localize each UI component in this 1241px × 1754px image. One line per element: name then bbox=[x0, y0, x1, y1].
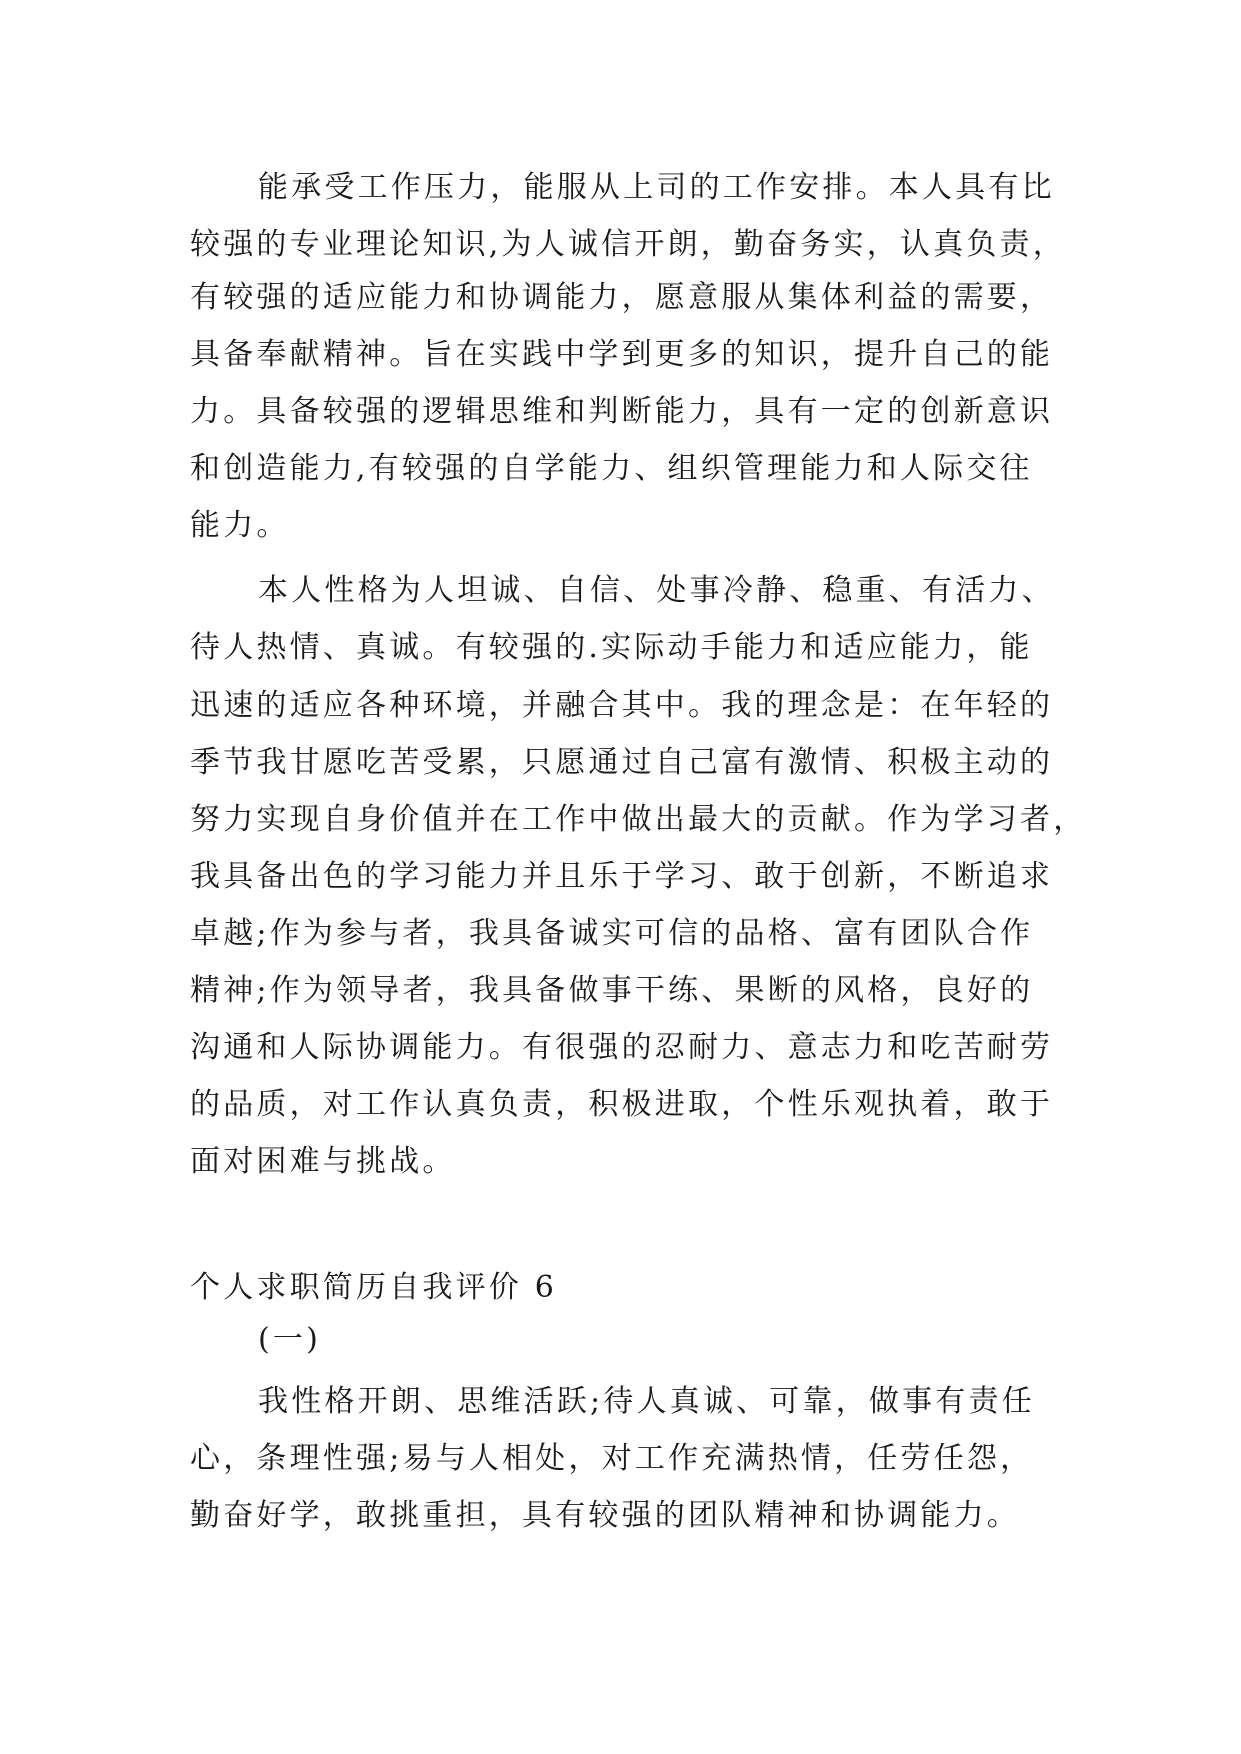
subsection-label: (一) bbox=[258, 1322, 322, 1357]
paragraph-2-line-7: 卓越;作为参与者，我具备诚实可信的品格、富有团队合作 bbox=[190, 916, 1034, 951]
paragraph-2-line-5: 努力实现自身价值并在工作中做出最大的贡献。作为学习者， bbox=[190, 802, 1087, 837]
paragraph-2-line-2: 待人热情、真诚。有较强的.实际动手能力和适应能力，能 bbox=[190, 630, 1033, 665]
paragraph-2-line-10: 的品质，对工作认真负责，积极进取，个性乐观执着，敢于 bbox=[190, 1087, 1054, 1122]
paragraph-3-line-3: 勤奋好学，敢挑重担，具有较强的团队精神和协调能力。 bbox=[190, 1498, 1020, 1533]
paragraph-1-line-6: 和创造能力,有较强的自学能力、组织管理能力和人际交往 bbox=[190, 451, 1033, 486]
paragraph-1-line-1: 能承受工作压力，能服从上司的工作安排。本人具有比 bbox=[258, 170, 1055, 205]
paragraph-2-line-9: 沟通和人际协调能力。有很强的忍耐力、意志力和吃苦耐劳 bbox=[190, 1030, 1054, 1065]
paragraph-1-line-4: 具备奉献精神。旨在实践中学到更多的知识，提升自己的能 bbox=[190, 337, 1054, 372]
paragraph-1-line-2: 较强的专业理论知识,为人诚信开朗，勤奋务实，认真负责， bbox=[190, 227, 1066, 262]
paragraph-3-line-2: 心，条理性强;易与人相处，对工作充满热情，任劳任怨， bbox=[190, 1441, 1034, 1476]
paragraph-1-line-7: 能力。 bbox=[190, 508, 290, 543]
paragraph-2-line-11: 面对困难与挑战。 bbox=[190, 1144, 456, 1179]
paragraph-1-line-3: 有较强的适应能力和协调能力，愿意服从集体利益的需要， bbox=[190, 280, 1054, 315]
paragraph-1-line-5: 力。具备较强的逻辑思维和判断能力，具有一定的创新意识 bbox=[190, 394, 1054, 429]
paragraph-2-line-8: 精神;作为领导者，我具备做事干练、果断的风格，良好的 bbox=[190, 973, 1034, 1008]
paragraph-2-line-4: 季节我甘愿吃苦受累，只愿通过自己富有激情、积极主动的 bbox=[190, 745, 1054, 780]
paragraph-3-line-1: 我性格开朗、思维活跃;待人真诚、可靠，做事有责任 bbox=[258, 1384, 1035, 1419]
paragraph-2-line-1: 本人性格为人坦诚、自信、处事冷静、稳重、有活力、 bbox=[258, 573, 1055, 608]
paragraph-2-line-6: 我具备出色的学习能力并且乐于学习、敢于创新，不断追求 bbox=[190, 859, 1054, 894]
section-heading: 个人求职简历自我评价 6 bbox=[190, 1270, 558, 1305]
paragraph-2-line-3: 迅速的适应各种环境，并融合其中。我的理念是：在年轻的 bbox=[190, 688, 1054, 723]
